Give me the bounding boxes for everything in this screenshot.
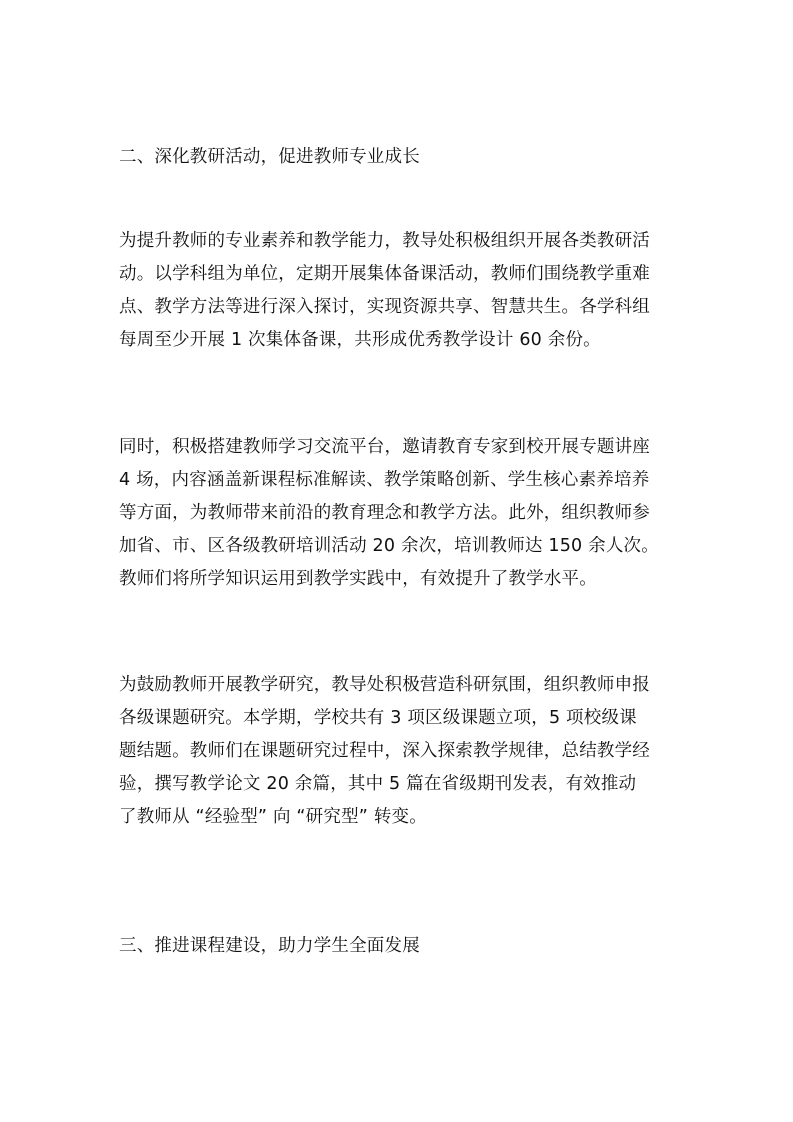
paragraph-line: 为鼓励教师开展教学研究，教导处积极营造科研氛围，组织教师申报 <box>119 675 650 695</box>
paragraph-line: 点、教学方法等进行深入探讨，实现资源共享、智慧共生。各学科组 <box>119 297 650 317</box>
paragraph-line: 教师们将所学知识运用到教学实践中，有效提升了教学水平。 <box>119 569 597 589</box>
heading-text: 三、推进课程建设，助力学生全面发展 <box>119 936 420 956</box>
paragraph-line: 4 场，内容涵盖新课程标准解读、教学策略创新、学生核心素养培养 <box>119 470 650 490</box>
paragraph-line: 了教师从 “经验型” 向 “研究型” 转变。 <box>119 807 427 827</box>
paragraph-line: 同时，积极搭建教师学习交流平台，邀请教育专家到校开展专题讲座 <box>119 437 650 457</box>
heading-text: 二、深化教研活动，促进教师专业成长 <box>119 147 420 167</box>
paragraph-line: 验，撰写教学论文 20 余篇，其中 5 篇在省级期刊发表，有效推动 <box>119 774 637 794</box>
section-heading-3 <box>119 930 689 963</box>
paragraph-line: 加省、市、区各级教研培训活动 20 余次，培训教师达 150 余人次。 <box>119 536 659 556</box>
paragraph-research-projects <box>119 669 689 834</box>
section-heading-2 <box>119 141 689 174</box>
paragraph-line: 各级课题研究。本学期，学校共有 3 项区级课题立项，5 项校级课 <box>119 708 637 728</box>
paragraph-line: 等方面，为教师带来前沿的教育理念和教学方法。此外，组织教师参 <box>119 503 650 523</box>
paragraph-line: 每周至少开展 1 次集体备课，共形成优秀教学设计 60 余份。 <box>119 330 601 350</box>
paragraph-teaching-research <box>119 225 689 357</box>
paragraph-training-platform <box>119 431 689 596</box>
paragraph-line: 为提升教师的专业素养和教学能力，教导处积极组织开展各类教研活 <box>119 231 650 251</box>
paragraph-line: 题结题。教师们在课题研究过程中，深入探索教学规律，总结教学经 <box>119 741 650 761</box>
paragraph-line: 动。以学科组为单位，定期开展集体备课活动，教师们围绕教学重难 <box>119 264 650 284</box>
